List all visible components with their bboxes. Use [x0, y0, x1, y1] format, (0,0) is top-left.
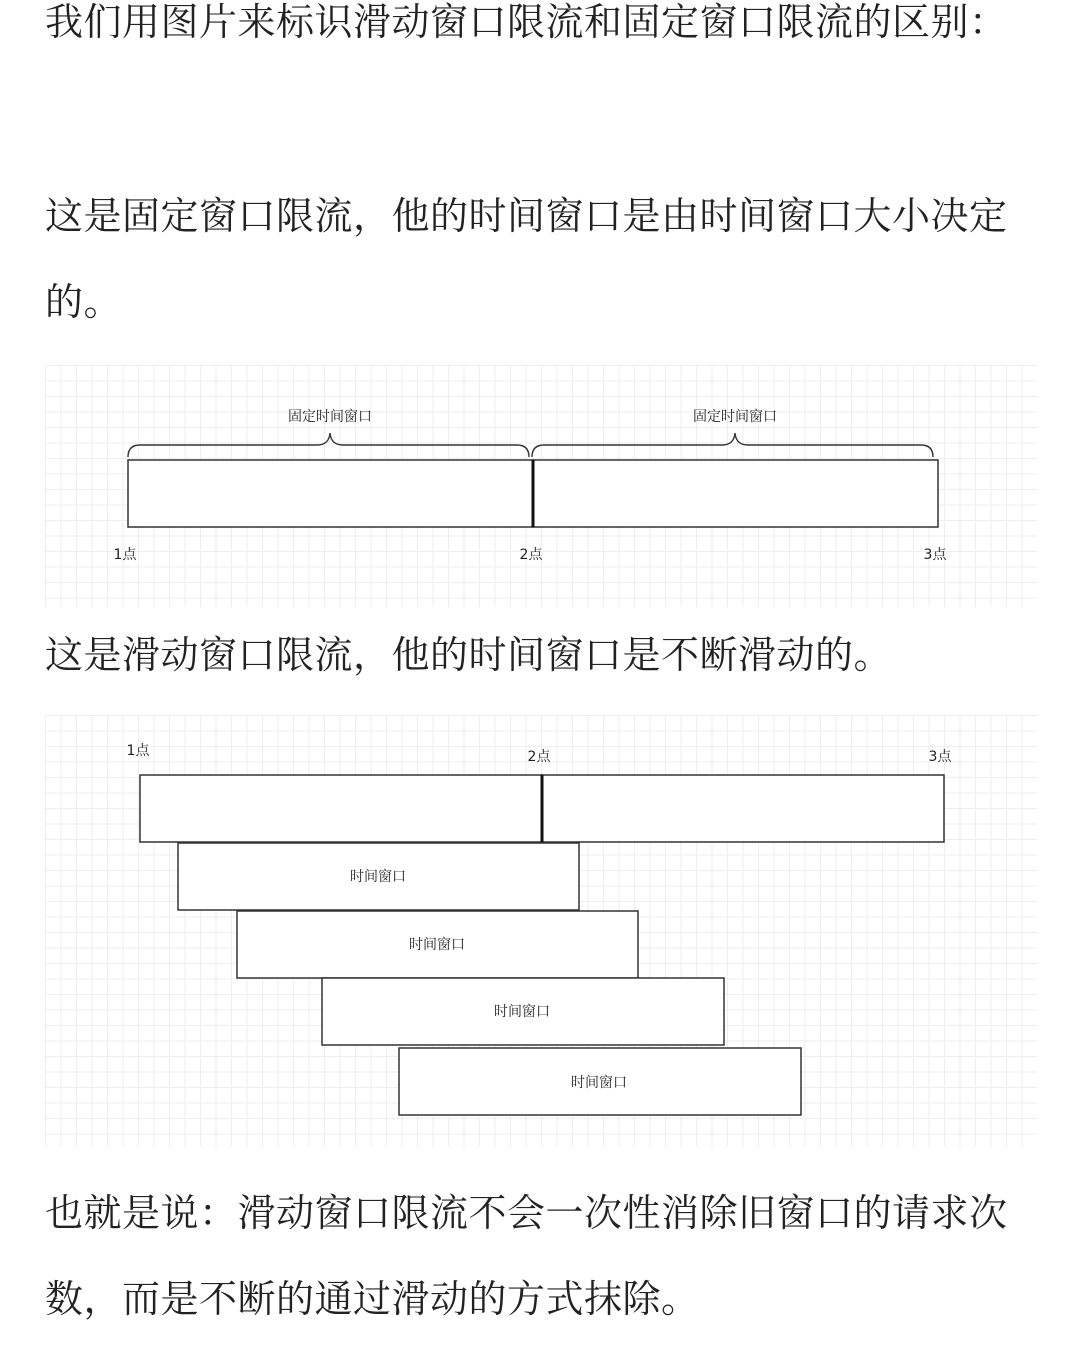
time-label-3: 3点	[923, 547, 947, 563]
sliding-window-label-3: 时间窗口	[494, 1004, 550, 1020]
fixed-window-label-2: 固定时间窗口	[693, 409, 777, 425]
sliding-window-diagram	[45, 715, 1037, 1147]
intro-paragraph: 我们用图片来标识滑动窗口限流和固定窗口限流的区别：	[45, 0, 1008, 44]
time-label-1: 1点	[113, 547, 137, 563]
time-label-1: 1点	[126, 743, 150, 759]
sliding-window-label-2: 时间窗口	[409, 937, 465, 953]
base-window-box-2	[542, 775, 944, 842]
time-label-2: 2点	[527, 749, 551, 765]
fixed-window-box-1	[128, 460, 533, 527]
sliding-window-description: 这是滑动窗口限流，他的时间窗口是不断滑动的。	[45, 633, 893, 677]
time-label-2: 2点	[519, 547, 543, 563]
sliding-window-label-1: 时间窗口	[350, 869, 406, 885]
time-label-3: 3点	[928, 749, 952, 765]
base-window-box-1	[140, 775, 542, 842]
fixed-window-label-1: 固定时间窗口	[288, 409, 372, 425]
sliding-window-label-4: 时间窗口	[571, 1075, 627, 1091]
fixed-window-diagram	[45, 365, 1037, 607]
fixed-window-description: 这是固定窗口限流，他的时间窗口是由时间窗口大小决定的。	[45, 194, 1008, 324]
window-brace-1	[128, 433, 529, 457]
window-brace-2	[532, 433, 933, 457]
conclusion-paragraph: 也就是说：滑动窗口限流不会一次性消除旧窗口的请求次数，而是不断的通过滑动的方式抹除。	[45, 1191, 1008, 1321]
fixed-window-box-2	[533, 460, 938, 527]
